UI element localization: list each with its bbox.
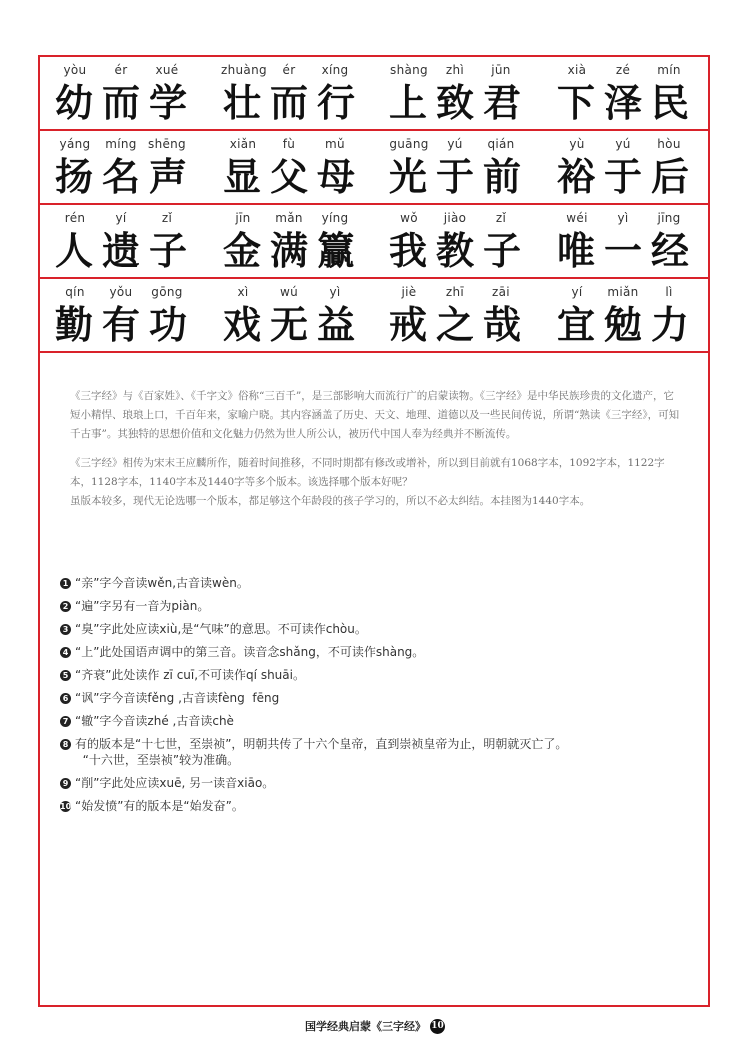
hanzi-char: 光	[388, 154, 427, 199]
hanzi-char: 满	[269, 228, 308, 273]
pinyin-syllable: yíng	[321, 211, 349, 225]
pinyin-syllable: yù	[569, 137, 585, 151]
hanzi-char: 戒	[388, 302, 427, 347]
pinyin-line	[386, 63, 524, 79]
hanzi-char: 父	[269, 154, 308, 199]
pinyin-syllable: gōng	[151, 285, 183, 299]
pinyin-syllable: zhī	[445, 285, 465, 299]
intro-paragraph: 《三字经》与《百家姓》、《千字文》俗称“三百千”，是三部影响大而流行广的启蒙读物。《三字经》是中华民族珍贵的文化遗产，它短小精悍、琅琅上口，千百年来，家喻户晓。其内容涵盖了历史、天文、地理、道德以及一些民间传说，所谓“熟读《三字经》，可知千古事”。其独特的思想价值和文化魅力仍然为世人所公认，被历代中国人奉为经典并不断流传。	[70, 390, 680, 440]
hanzi-char: 功	[148, 302, 187, 347]
pinyin-syllable: wéi	[566, 211, 588, 225]
pinyin-syllable: ér	[114, 63, 128, 77]
pinyin-line	[386, 285, 524, 301]
pinyin-syllable: mǎn	[275, 211, 303, 225]
pinyin-syllable: zǐ	[161, 211, 173, 225]
pinyin-syllable: xiǎn	[229, 137, 257, 151]
hanzi-line	[220, 153, 358, 201]
pinyin-syllable: zhì	[445, 63, 465, 77]
hanzi-line	[386, 227, 524, 275]
hanzi-line	[554, 227, 692, 275]
hanzi-line	[220, 227, 358, 275]
verse-phrase	[220, 131, 358, 201]
note-item	[60, 598, 680, 614]
hanzi-char: 学	[148, 80, 187, 125]
pinyin-syllable: ér	[282, 63, 296, 77]
verse-phrase	[386, 279, 524, 349]
intro-paragraph: 《三字经》相传为宋末王应麟所作，随着时间推移，不同时期都有修改或增补，所以到目前就有1068字本，1092字本，1122字本，1128字本，1140字本及1440字等多个版本。该选择哪个版本好呢？ 虽版本较多，现代无论选哪一个版本，都足够这个年龄段的孩子学习的，所以不必太纠结。本挂图为1440字本。	[70, 457, 665, 507]
pinyin-syllable: yí	[115, 211, 127, 225]
pinyin-syllable: yì	[329, 285, 341, 299]
hanzi-char: 唯	[556, 228, 595, 273]
note-number: 5	[60, 670, 71, 681]
note-text: “始发愤”有的版本是“始发奋”。	[75, 799, 244, 813]
hanzi-char: 遗	[101, 228, 140, 273]
pinyin-syllable: yú	[615, 137, 631, 151]
pinyin-line	[220, 137, 358, 153]
hanzi-line	[386, 301, 524, 349]
hanzi-char: 后	[650, 154, 689, 199]
hanzi-char: 下	[556, 80, 595, 125]
note-item	[60, 690, 680, 706]
pinyin-line	[554, 137, 692, 153]
pinyin-syllable: míng	[105, 137, 137, 151]
verse-phrase	[554, 205, 692, 275]
page-footer	[0, 1016, 750, 1036]
note-text: “臭”字此处应读xiù,是“气味”的意思。不可读作chòu。	[75, 622, 367, 636]
verse-phrase	[52, 205, 190, 275]
pinyin-syllable: qián	[487, 137, 515, 151]
pinyin-line	[554, 63, 692, 79]
hanzi-char: 益	[316, 302, 355, 347]
notes-list	[60, 575, 680, 821]
hanzi-char: 行	[316, 80, 355, 125]
note-item	[60, 798, 680, 814]
hanzi-char: 名	[101, 154, 140, 199]
pinyin-syllable: zé	[615, 63, 631, 77]
verse-phrase	[386, 205, 524, 275]
pinyin-syllable: yú	[447, 137, 463, 151]
hanzi-char: 而	[269, 80, 308, 125]
note-number: 9	[60, 778, 71, 789]
note-item	[60, 713, 680, 729]
page-frame	[38, 55, 710, 1007]
pinyin-syllable: jīng	[657, 211, 681, 225]
note-item	[60, 736, 680, 768]
pinyin-line	[554, 211, 692, 227]
pinyin-syllable: fù	[282, 137, 296, 151]
pinyin-syllable: wú	[279, 285, 299, 299]
hanzi-line	[52, 153, 190, 201]
hanzi-line	[220, 301, 358, 349]
note-number: 7	[60, 716, 71, 727]
pinyin-syllable: zhuàng	[221, 63, 267, 77]
hanzi-line	[554, 79, 692, 127]
pinyin-syllable: yǒu	[109, 285, 133, 299]
hanzi-char: 母	[316, 154, 355, 199]
note-item	[60, 575, 680, 591]
pinyin-line	[52, 211, 190, 227]
verse-row	[40, 131, 708, 205]
hanzi-char: 戏	[222, 302, 261, 347]
note-text: “上”此处国语声调中的第三音。读音念shǎng，不可读作shàng。	[75, 645, 425, 659]
pinyin-syllable: yáng	[59, 137, 91, 151]
hanzi-line	[52, 301, 190, 349]
hanzi-char: 扬	[54, 154, 93, 199]
pinyin-line	[52, 137, 190, 153]
pinyin-line	[386, 137, 524, 153]
pinyin-line	[52, 63, 190, 79]
note-number: 3	[60, 624, 71, 635]
verse-row	[40, 205, 708, 279]
verse-phrase	[220, 57, 358, 127]
hanzi-char: 人	[54, 228, 93, 273]
verse-phrase	[52, 131, 190, 201]
verse-phrase	[52, 279, 190, 349]
verse-grid	[40, 57, 708, 353]
page-number: 10	[430, 1019, 445, 1034]
pinyin-syllable: wǒ	[400, 211, 418, 225]
pinyin-syllable: jiè	[401, 285, 417, 299]
verse-phrase	[220, 279, 358, 349]
hanzi-char: 无	[269, 302, 308, 347]
hanzi-line	[220, 79, 358, 127]
note-number: 6	[60, 693, 71, 704]
pinyin-syllable: jūn	[491, 63, 511, 77]
note-text: 有的版本是“十七世，至崇祯”，明朝共传了十六个皇帝，直到崇祯皇帝为止，明朝就灭亡了。 “十六世，至崇祯”较为准确。	[75, 737, 568, 767]
hanzi-char: 一	[603, 228, 642, 273]
verse-phrase	[220, 205, 358, 275]
pinyin-syllable: xì	[237, 285, 249, 299]
pinyin-syllable: mín	[657, 63, 681, 77]
hanzi-char: 宜	[556, 302, 595, 347]
pinyin-syllable: zǐ	[495, 211, 507, 225]
verse-phrase	[554, 131, 692, 201]
pinyin-syllable: xíng	[321, 63, 349, 77]
hanzi-char: 壮	[222, 80, 261, 125]
hanzi-char: 声	[148, 154, 187, 199]
pinyin-line	[220, 285, 358, 301]
pinyin-syllable: qín	[65, 285, 85, 299]
pinyin-syllable: mǔ	[325, 137, 345, 151]
pinyin-syllable: yòu	[63, 63, 87, 77]
verse-phrase	[386, 131, 524, 201]
verse-phrase	[386, 57, 524, 127]
note-number: 10	[60, 802, 72, 811]
verse-row	[40, 279, 708, 353]
hanzi-char: 于	[603, 154, 642, 199]
note-text: “削”字此处应读xuē, 另一读音xiāo。	[75, 776, 275, 790]
hanzi-char: 籯	[316, 228, 355, 273]
pinyin-syllable: lì	[665, 285, 673, 299]
pinyin-syllable: miǎn	[607, 285, 639, 299]
note-text: “辙”字今音读zhé ,古音读chè	[75, 714, 234, 728]
hanzi-char: 前	[482, 154, 521, 199]
note-number: 8	[60, 739, 71, 750]
pinyin-syllable: hòu	[657, 137, 681, 151]
hanzi-char: 君	[482, 80, 521, 125]
pinyin-line	[386, 211, 524, 227]
hanzi-char: 勉	[603, 302, 642, 347]
verse-phrase	[52, 57, 190, 127]
verse-phrase	[554, 57, 692, 127]
pinyin-syllable: jīn	[235, 211, 251, 225]
hanzi-char: 而	[101, 80, 140, 125]
pinyin-syllable: xué	[155, 63, 179, 77]
hanzi-char: 哉	[482, 302, 521, 347]
hanzi-char: 致	[435, 80, 474, 125]
pinyin-syllable: zāi	[492, 285, 510, 299]
hanzi-char: 子	[148, 228, 187, 273]
pinyin-syllable: rén	[64, 211, 86, 225]
note-number: 1	[60, 578, 71, 589]
verse-phrase	[554, 279, 692, 349]
note-number: 4	[60, 647, 71, 658]
hanzi-char: 于	[435, 154, 474, 199]
hanzi-char: 幼	[54, 80, 93, 125]
hanzi-char: 勤	[54, 302, 93, 347]
footer-title: 国学经典启蒙《三字经》	[305, 1020, 426, 1033]
hanzi-char: 子	[482, 228, 521, 273]
hanzi-char: 教	[435, 228, 474, 273]
note-text: “讽”字今音读fěng ,古音读fèng fēng	[75, 691, 280, 705]
verse-row	[40, 57, 708, 131]
note-item	[60, 775, 680, 791]
pinyin-syllable: xià	[567, 63, 587, 77]
note-item	[60, 621, 680, 637]
hanzi-char: 上	[388, 80, 427, 125]
intro-section	[70, 387, 680, 521]
hanzi-line	[554, 301, 692, 349]
hanzi-line	[386, 153, 524, 201]
pinyin-syllable: shēng	[148, 137, 186, 151]
note-number: 2	[60, 601, 71, 612]
pinyin-syllable: yì	[617, 211, 629, 225]
pinyin-line	[220, 63, 358, 79]
hanzi-char: 泽	[603, 80, 642, 125]
pinyin-syllable: jiào	[443, 211, 467, 225]
pinyin-syllable: shàng	[390, 63, 428, 77]
pinyin-line	[554, 285, 692, 301]
hanzi-char: 有	[101, 302, 140, 347]
pinyin-syllable: guāng	[389, 137, 429, 151]
hanzi-char: 显	[222, 154, 261, 199]
note-text: “齐衰”此处读作 zī cuī,不可读作qí shuāi。	[75, 668, 305, 682]
pinyin-line	[52, 285, 190, 301]
hanzi-char: 之	[435, 302, 474, 347]
pinyin-line	[220, 211, 358, 227]
hanzi-line	[52, 79, 190, 127]
hanzi-char: 民	[650, 80, 689, 125]
hanzi-line	[554, 153, 692, 201]
hanzi-char: 我	[388, 228, 427, 273]
hanzi-char: 金	[222, 228, 261, 273]
hanzi-line	[52, 227, 190, 275]
note-text: “亲”字今音读wěn,古音读wèn。	[75, 576, 249, 590]
hanzi-char: 力	[650, 302, 689, 347]
note-item	[60, 667, 680, 683]
note-text: “遍”字另有一音为piàn。	[75, 599, 210, 613]
pinyin-syllable: yí	[571, 285, 583, 299]
hanzi-char: 裕	[556, 154, 595, 199]
hanzi-char: 经	[650, 228, 689, 273]
hanzi-line	[386, 79, 524, 127]
note-item	[60, 644, 680, 660]
